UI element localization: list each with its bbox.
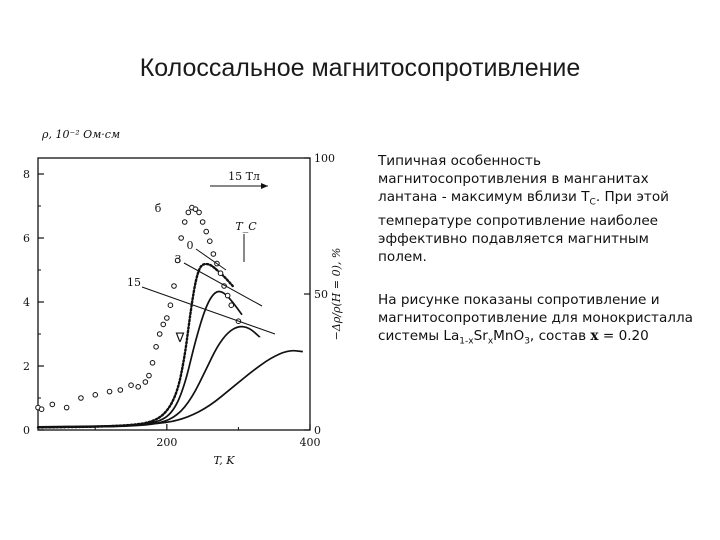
p2-sub-3: 3 — [524, 336, 530, 347]
annotation-15tl: 15 Тл — [228, 170, 260, 183]
y2-tick-label: 100 — [314, 152, 335, 165]
paragraph-2 — [378, 291, 698, 351]
y-tick-label: 0 — [23, 424, 30, 437]
data-point-b — [207, 239, 212, 244]
plot-frame — [38, 158, 310, 430]
data-point-b — [79, 396, 84, 401]
y-tick-label: 8 — [23, 168, 30, 181]
series-line-15-Тл — [38, 351, 303, 427]
y2-tick-label: 50 — [314, 288, 328, 301]
annotation-15: 15 — [127, 276, 141, 289]
p2-text-b: Sr — [473, 328, 488, 344]
data-point-b — [168, 303, 173, 308]
p2-text-a: На рисунке показаны сопротивление и магнитосопротивление для монокристалла системы La — [378, 292, 693, 344]
paragraph-1 — [378, 152, 698, 266]
data-point-b — [93, 393, 98, 398]
p2-text-e: = 0.20 — [598, 328, 649, 344]
resistance-chart — [0, 120, 370, 490]
x-tick-label: 400 — [299, 436, 321, 449]
y-tick-label: 2 — [23, 360, 30, 373]
data-point-b — [129, 383, 134, 388]
data-point-b — [186, 210, 191, 215]
data-point-b — [165, 316, 170, 321]
x-tick-label: 200 — [156, 436, 178, 449]
data-point-b — [136, 385, 141, 390]
annotation-triangle: ∇ — [175, 331, 185, 346]
p1-text-b: . При этой температуре сопротивление наиболее эффективно подавляется магнитным полем. — [378, 189, 669, 265]
data-point-b — [50, 402, 55, 407]
x-axis-label: T, K — [213, 454, 235, 467]
data-point-b — [107, 389, 112, 394]
p2-sub-1: 1-x — [459, 336, 474, 347]
data-point-b — [154, 345, 159, 350]
data-point-b — [200, 220, 205, 225]
y-axis-label: ρ, 10⁻² Ом·см — [42, 128, 121, 141]
data-point-b — [161, 322, 166, 327]
data-point-b — [197, 210, 202, 215]
data-point-b — [118, 388, 123, 393]
data-point-b — [147, 373, 152, 378]
data-point-b — [211, 252, 216, 257]
data-point-b — [143, 380, 148, 385]
annotation-b: б — [154, 202, 162, 215]
p1-sub: C — [589, 197, 596, 208]
p2-sub-2: x — [487, 336, 494, 347]
data-point-b — [39, 407, 44, 412]
data-point-b — [150, 361, 155, 366]
y-tick-label: 6 — [23, 232, 30, 245]
annotation-0: 0 — [186, 239, 194, 252]
annotation-15-line — [142, 287, 275, 334]
y2-tick-label: 0 — [314, 424, 321, 437]
p2-text-d: , состав — [529, 328, 591, 344]
chart-svg — [0, 120, 370, 490]
data-point-b — [179, 236, 184, 241]
p2-x-var: x — [590, 328, 599, 344]
data-point-b — [229, 303, 234, 308]
p1-text-a: Типичная особенность магнитосопротивления в манганитах лантана - максимум вблизи T — [378, 153, 649, 205]
data-point-b — [172, 284, 177, 289]
p2-text-c: MnO — [493, 328, 525, 344]
annotation-tc: T_C — [235, 220, 257, 233]
data-point-b — [218, 271, 223, 276]
y-tick-label: 4 — [23, 296, 30, 309]
slide-title: Колоссальное магнитосопротивление — [139, 54, 581, 82]
data-point-b — [225, 293, 230, 298]
annotation-arrow-head — [261, 183, 268, 189]
data-point-b — [204, 229, 209, 234]
data-point-b — [182, 220, 187, 225]
data-point-b — [64, 405, 69, 410]
data-point-b — [157, 332, 162, 337]
y2-axis-label: −Δρ/ρ(H = 0), % — [330, 247, 343, 341]
annotation-3: 3 — [174, 253, 182, 266]
